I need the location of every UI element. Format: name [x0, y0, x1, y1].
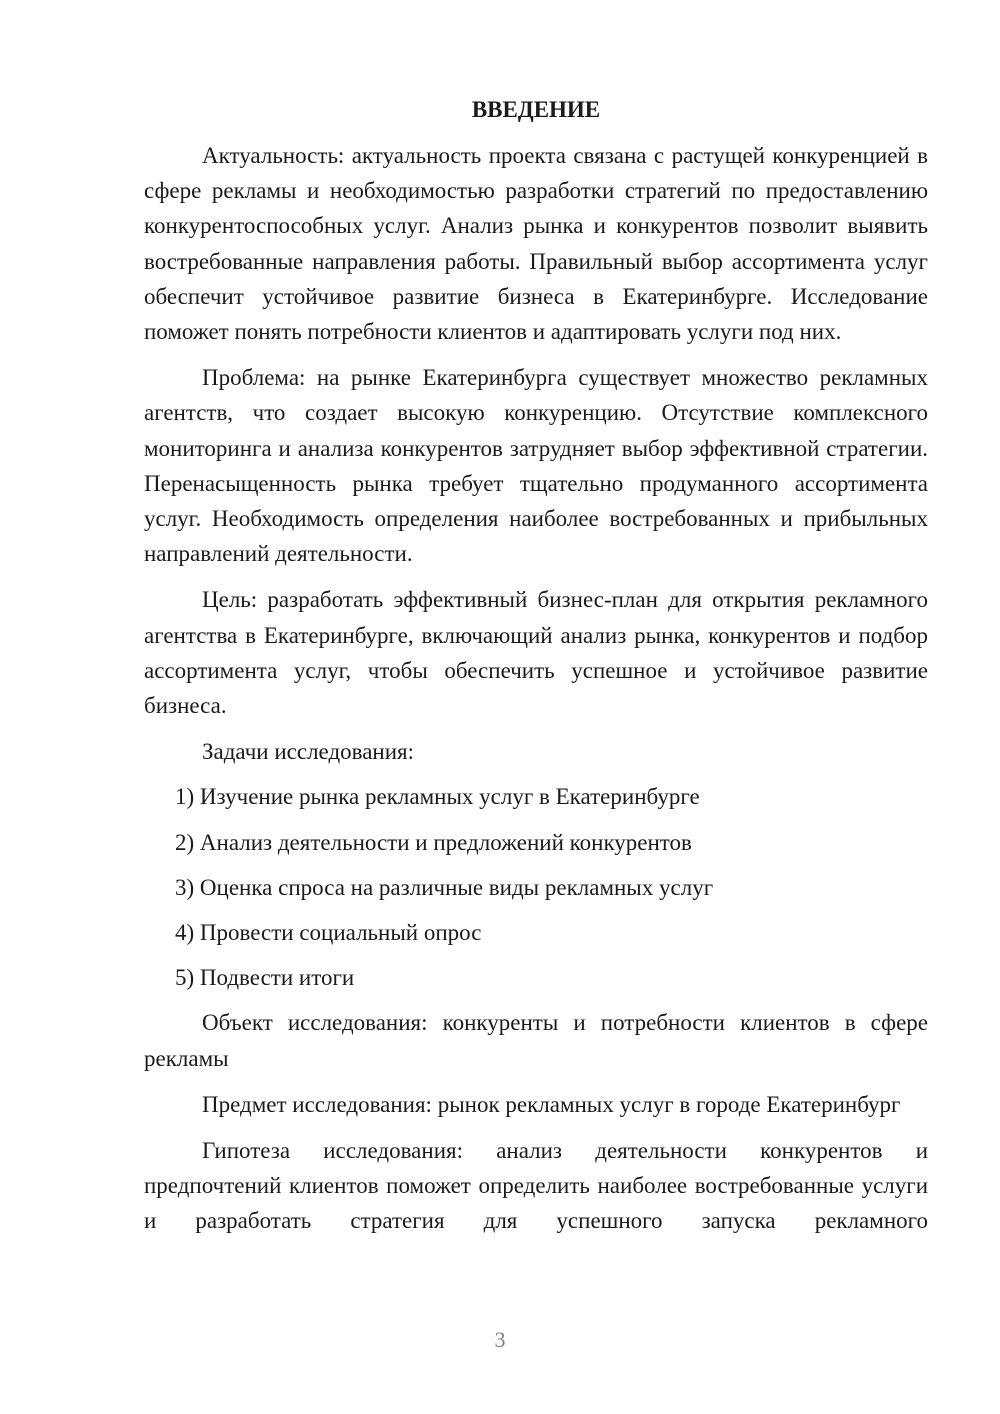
problem-paragraph: Проблема: на рынке Екатеринбурга существует множество рекламных агентств, что создает высокую конкуренцию. Отсутствие комплексного мониторинга и анализа конкурентов затрудняет выбор эффективной стратегии. Перенасыщенность рынка требует тщательно продуманного ассортимента услуг. Необходимость определения наиболее востребованных и прибыльных направлений деятельности. — [144, 365, 928, 567]
object-paragraph: Объект исследования: конкуренты и потребности клиентов в сфере рекламы — [144, 1010, 928, 1071]
list-item: 3) Оценка спроса на различные виды рекламных услуг — [175, 874, 714, 900]
list-item: 1) Изучение рынка рекламных услуг в Екатеринбурге — [175, 784, 700, 810]
hypothesis-paragraph: Гипотеза исследования: анализ деятельности конкурентов и предпочтений клиентов поможет определить наиболее востребованные услуги и разработать стратегия для успешного запуска рекламного — [144, 1138, 928, 1234]
list-item: 2) Анализ деятельности и предложений конкурентов — [175, 829, 692, 855]
list-item: 4) Провести социальный опрос — [175, 920, 482, 946]
relevance-paragraph: Актуальность: актуальность проекта связана с растущей конкуренцией в сфере рекламы и необходимостью разработки стратегий по предоставлению конкурентоспособных услуг. Анализ рынка и конкурентов позволит выявить востребованные направления работы. Правильный выбор ассортимента услуг обеспечит устойчивое развитие бизнеса в Екатеринбурге. Исследование поможет понять потребности клиентов и адаптировать услуги под них. — [144, 143, 928, 345]
tasks-title: Задачи исследования: — [202, 739, 415, 765]
section-heading: ВВЕДЕНИЕ — [471, 97, 601, 122]
subject-paragraph: Предмет исследования: рынок рекламных услуг в городе Екатеринбург — [202, 1091, 901, 1117]
goal-paragraph: Цель: разработать эффективный бизнес-план для открытия рекламного агентства в Екатеринбурге, включающий анализ рынка, конкурентов и подбор ассортимента услуг, чтобы обеспечить успешное и устойчивое развитие бизнеса. — [144, 587, 928, 719]
page-number: 3 — [494, 1327, 506, 1352]
tasks-list — [144, 779, 928, 995]
list-item: 5) Подвести итоги — [175, 965, 355, 991]
document-page — [144, 90, 928, 1250]
